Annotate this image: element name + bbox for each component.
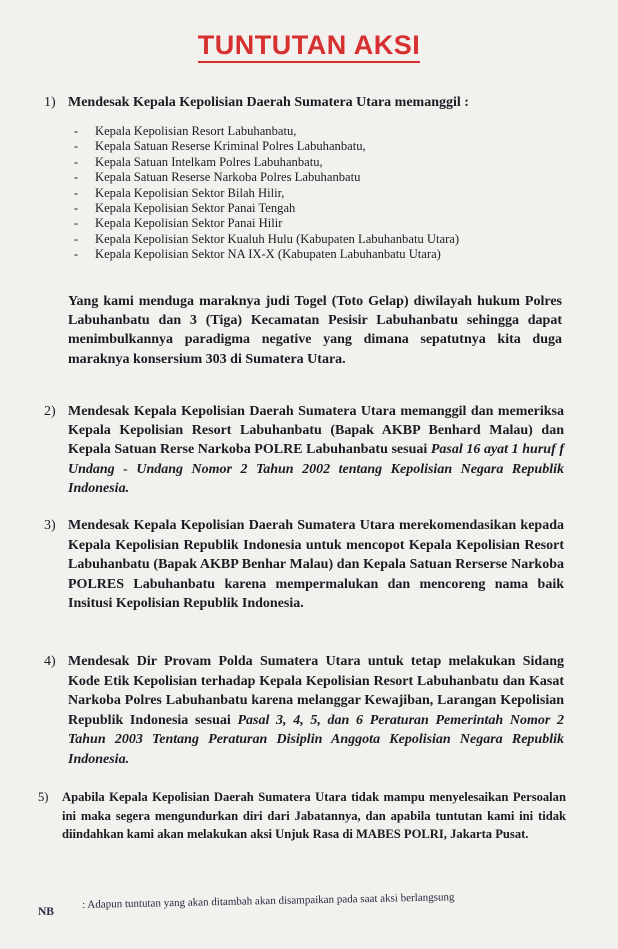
list-item: - Kepala Kepolisian Resort Labuhanbatu, <box>74 124 459 139</box>
document-title: TUNTUTAN AKSI <box>0 30 618 61</box>
legal-reference: Pasal 3, 4, 5, dan 6 Peraturan Pemerintah Nomor 2 Tahun 2003 Tentang Peraturan Disiplin Anggota Kepolisian Negara Republik Indonesia. <box>68 712 564 767</box>
list-item: - Kepala Satuan Reserse Kriminal Polres Labuhanbatu, <box>74 139 459 154</box>
item-number: 4) <box>44 654 56 669</box>
item-number: 3) <box>44 518 56 533</box>
list-item: - Kepala Kepolisian Sektor Panai Hilir <box>74 216 459 231</box>
list-item: - Kepala Kepolisian Sektor Kualuh Hulu (Kabupaten Labuhanbatu Utara) <box>74 232 459 247</box>
item-number: 5) <box>38 790 49 804</box>
list-item: - Kepala Satuan Intelkam Polres Labuhanbatu, <box>74 155 459 170</box>
list-item: - Kepala Kepolisian Sektor Panai Tengah <box>74 201 459 216</box>
item-number: 1) <box>44 95 56 110</box>
item-text: Mendesak Dir Provam Polda Sumatera Utara untuk tetap melakukan Sidang Kode Etik Kepolisian terhadap Kepala Kepolisian Resort Labuhanbatu dan Kasat Narkoba Polres Labuhanbatu karena melanggar Kewajiban, Larangan Kepolisian Republik Indonesia sesuai Pasal 3, 4, 5, dan 6 Peraturan Pemerintah Nomor 2 Tahun 2003 Tentang Peraturan Disiplin Anggota Kepolisian Negara Republik Indonesia. <box>68 654 564 767</box>
item-text: Mendesak Kepala Kepolisian Daerah Sumatera Utara merekomendasikan kepada Kepala Kepolisian Republik Indonesia untuk mencopot Kepala Kepolisian Resort Labuhanbatu (Bapak AKBP Benhar Malau) dan Kepala Satuan Rerserse Narkoba POLRES Labuhanbatu karena mempermalukan dan mencoreng nama baik Insitusi Kepolisian Republik Indonesia. <box>68 518 564 612</box>
nb-label: NB <box>38 906 54 918</box>
nb-note: : Adapun tuntutan yang akan ditambah akan disampaikan pada saat aksi berlangsung <box>82 891 455 911</box>
list-item: - Kepala Kepolisian Sektor NA IX-X (Kabupaten Labuhanbatu Utara) <box>74 247 459 262</box>
legal-reference: Pasal 16 ayat 1 huruf f Undang - Undang Nomor 2 Tahun 2002 tentang Kepolisian Negara Republik Indonesia. <box>68 442 564 496</box>
list-item: - Kepala Satuan Reserse Narkoba Polres Labuhanbatu <box>74 170 459 185</box>
item-number: 2) <box>44 404 56 419</box>
summons-list <box>74 124 459 263</box>
item-text: Apabila Kepala Kepolisian Daerah Sumatera Utara tidak mampu menyelesaikan Persoalan ini maka segera mengundurkan diri dari Jabatannya, dan apabila tuntutan kami ini tidak diindahkan kami akan melakukan aksi Unjuk Rasa di MABES POLRI, Jakarta Pusat. <box>62 790 566 841</box>
item-1-paragraph: Yang kami menduga maraknya judi Togel (Toto Gelap) diwilayah hukum Polres Labuhanbatu dan 3 (Tiga) Kecamatan Pesisir Labuhanbatu sehingga dapat menimbulkannya paradigma negative yang dimana sepatutnya kita duga maraknya konsersium 303 di Sumatera Utara. <box>68 294 562 367</box>
item-text: Mendesak Kepala Kepolisian Daerah Sumatera Utara memanggil : <box>68 95 469 110</box>
item-text: Mendesak Kepala Kepolisian Daerah Sumatera Utara memanggil dan memeriksa Kepala Kepolisian Resort Labuhanbatu (Bapak AKBP Benhard Malau) dan Kepala Satuan Rerse Narkoba POLRE Labuhanbatu sesuai Pasal 16 ayat 1 huruf f Undang - Undang Nomor 2 Tahun 2002 tentang Kepolisian Negara Republik Indonesia. <box>68 404 564 496</box>
list-item: - Kepala Kepolisian Sektor Bilah Hilir, <box>74 186 459 201</box>
